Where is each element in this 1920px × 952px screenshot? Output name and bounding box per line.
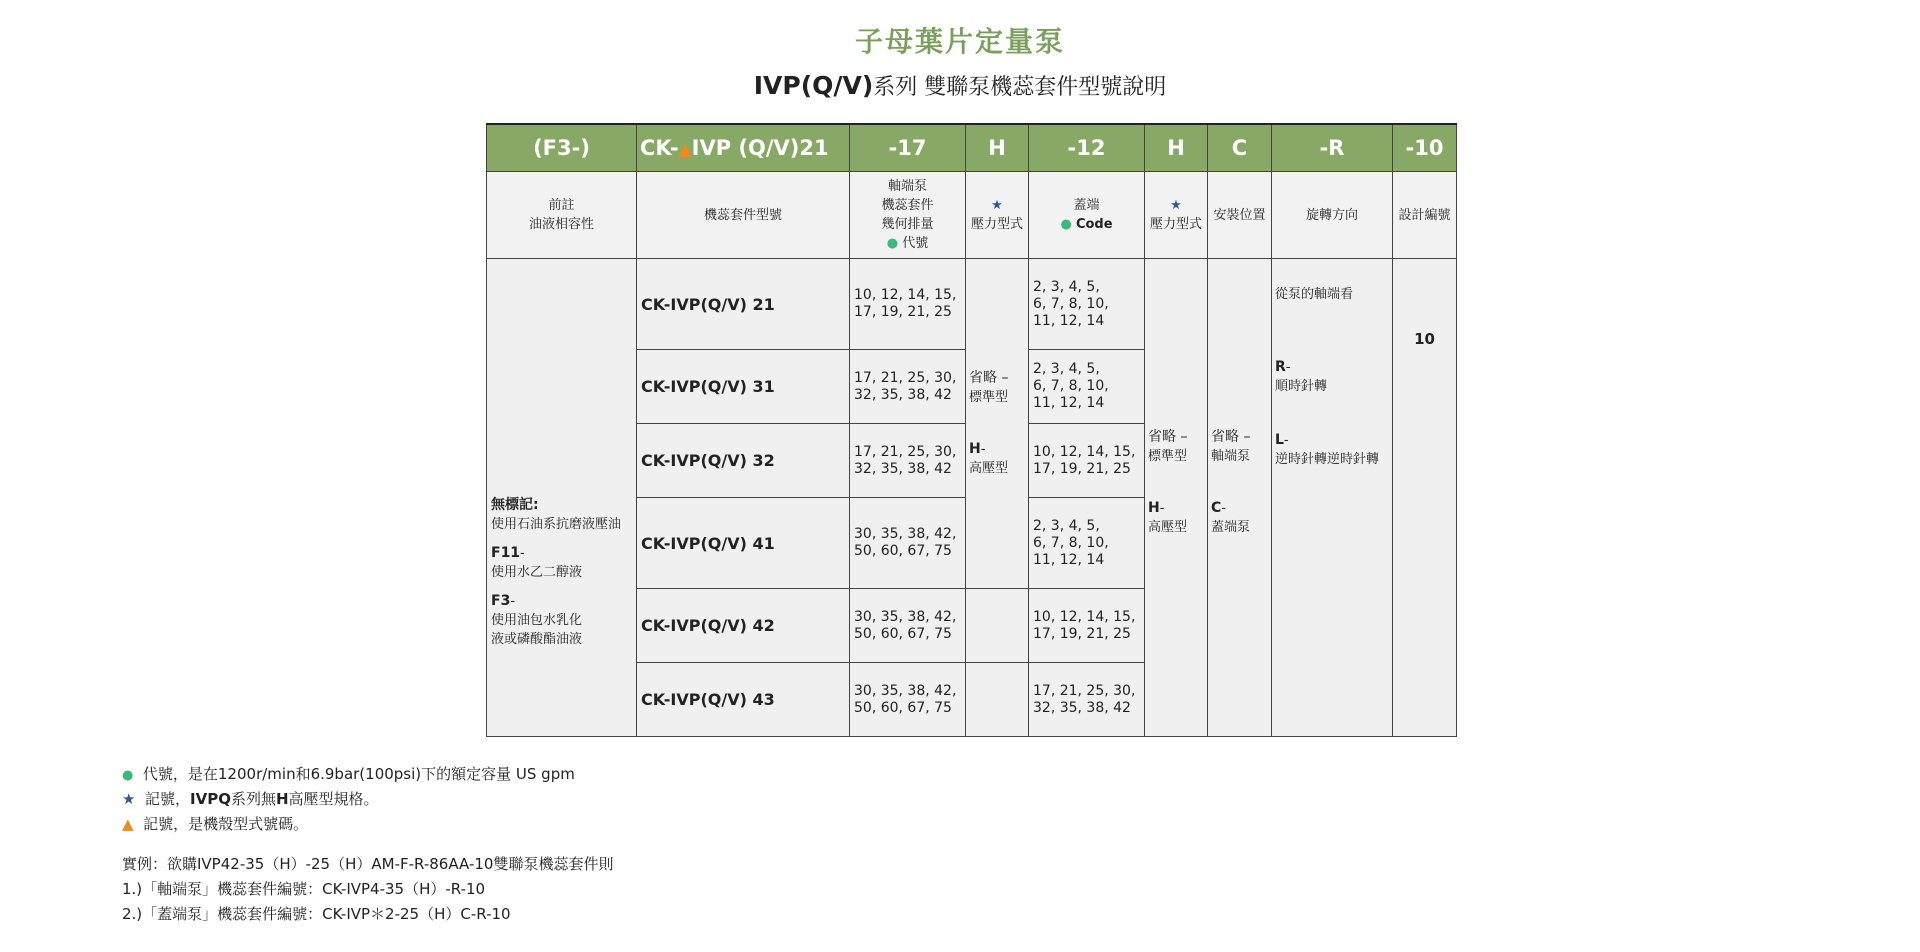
cover-line2: 32, 35, 38, 42 bbox=[1033, 699, 1131, 716]
rotation-l: L bbox=[1275, 432, 1284, 448]
desc-pressure-1 bbox=[966, 172, 1029, 259]
header-model-pre: CK- bbox=[640, 136, 679, 160]
shaft-displacement-cell bbox=[850, 663, 966, 737]
desc-shaft-line1: 軸端泵 bbox=[887, 179, 927, 194]
triangle-icon: ▲ bbox=[122, 815, 134, 833]
pressure-type-cell-2 bbox=[1145, 259, 1208, 737]
note-star-post: 高壓型規格。 bbox=[288, 790, 379, 808]
cover-line2: 6, 7, 8, 10, bbox=[1033, 378, 1109, 394]
rotation-direction-cell bbox=[1272, 259, 1393, 737]
header-shaft-displacement: -17 bbox=[850, 124, 966, 172]
cover-line2: 6, 7, 8, 10, bbox=[1033, 534, 1109, 551]
shaft-line2: 32, 35, 38, 42 bbox=[854, 460, 952, 477]
pressure-high: 高壓型 bbox=[1148, 520, 1188, 535]
desc-pressure-label: 壓力型式 bbox=[970, 217, 1023, 232]
subtitle-rest: 系列 雙聯泵機蕊套件型號說明 bbox=[873, 75, 1167, 100]
design-number: 10 bbox=[1414, 330, 1435, 348]
model-cell: CK-IVP(Q/V) 32 bbox=[637, 424, 850, 498]
desc-cover-code-label: Code bbox=[1075, 217, 1113, 232]
prefix-compatibility-cell bbox=[487, 259, 637, 737]
model-cell: CK-IVP(Q/V) 41 bbox=[637, 498, 850, 589]
note-star-h: H bbox=[275, 790, 289, 808]
note-star bbox=[122, 787, 613, 812]
prefix-f11-title: F11 bbox=[491, 545, 521, 561]
desc-prefix-line1: 前註 bbox=[548, 198, 575, 213]
star-icon: ★ bbox=[1170, 198, 1182, 213]
shaft-displacement-cell bbox=[850, 498, 966, 589]
header-prefix: (F3-) bbox=[487, 124, 637, 172]
note-triangle bbox=[122, 812, 613, 837]
cover-code-cell bbox=[1029, 424, 1145, 498]
cover-code-cell bbox=[1029, 259, 1145, 350]
note-triangle-text: 記號，是機殼型式號碼。 bbox=[143, 815, 309, 833]
code-header-row bbox=[487, 124, 1457, 172]
prefix-none-desc: 使用石油系抗磨液壓油 bbox=[491, 517, 622, 532]
pressure-h: H bbox=[1148, 500, 1160, 516]
star-icon: ★ bbox=[991, 198, 1003, 213]
header-pressure-1: H bbox=[966, 124, 1029, 172]
note-star-pre: 記號， bbox=[145, 790, 191, 808]
rotation-r: R bbox=[1275, 359, 1286, 375]
cover-line3: 11, 12, 14 bbox=[1033, 395, 1105, 411]
header-pressure-2: H bbox=[1145, 124, 1208, 172]
desc-shaft-line4 bbox=[854, 234, 961, 253]
note-star-ivpq: IVPQ bbox=[190, 790, 231, 808]
subtitle-series: IVP(Q/V) bbox=[753, 71, 874, 100]
prefix-f11-desc: 使用水乙二醇液 bbox=[491, 565, 583, 580]
shaft-line1: 10, 12, 14, 15, bbox=[854, 287, 957, 303]
star-icon: ★ bbox=[122, 790, 136, 808]
example-line1: 實例：欲購IVP42-35（H）-25（H）AM-F-R-86AA-10雙聯泵機蕊套件則 bbox=[122, 855, 614, 873]
example-block bbox=[122, 852, 613, 927]
example-line3: 2.)「蓋端泵」機蕊套件編號：CK-IVP＊2-25（H）C-R-10 bbox=[122, 905, 511, 923]
mount-c: C bbox=[1211, 500, 1222, 516]
model-cell: CK-IVP(Q/V) 43 bbox=[637, 663, 850, 737]
desc-prefix bbox=[487, 172, 637, 259]
model-cell: CK-IVP(Q/V) 21 bbox=[637, 259, 850, 350]
shaft-line1: 17, 21, 25, 30, bbox=[854, 443, 957, 460]
example-line2: 1.)「軸端泵」機蕊套件編號：CK-IVP4-35（H）-R-10 bbox=[122, 880, 486, 898]
desc-mount: 安裝位置 bbox=[1208, 172, 1272, 259]
desc-pressure-label: 壓力型式 bbox=[1149, 217, 1202, 232]
pressure-omit: 省略 – bbox=[1148, 429, 1188, 445]
pressure-empty-cell bbox=[966, 589, 1029, 663]
table-row bbox=[487, 259, 1457, 350]
cover-code-cell bbox=[1029, 350, 1145, 424]
cover-line3: 11, 12, 14 bbox=[1033, 551, 1105, 568]
dot-icon: ● bbox=[122, 768, 134, 783]
header-design: -10 bbox=[1393, 124, 1457, 172]
desc-cover-line1: 蓋端 bbox=[1073, 198, 1100, 213]
mount-position-cell bbox=[1208, 259, 1272, 737]
shaft-line1: 30, 35, 38, 42, bbox=[854, 608, 957, 625]
cover-line1: 10, 12, 14, 15, bbox=[1033, 608, 1136, 625]
model-cell: CK-IVP(Q/V) 31 bbox=[637, 350, 850, 424]
rotation-l-dash: - bbox=[1283, 433, 1289, 448]
note-dot bbox=[122, 762, 613, 787]
note-star-mid: 系列無 bbox=[230, 790, 276, 808]
cover-code-cell bbox=[1029, 498, 1145, 589]
pressure-type-cell bbox=[966, 259, 1029, 589]
desc-shaft bbox=[850, 172, 966, 259]
pressure-h: H bbox=[969, 441, 981, 457]
desc-cover bbox=[1029, 172, 1145, 259]
header-cover-code: -12 bbox=[1029, 124, 1145, 172]
shaft-displacement-cell bbox=[850, 589, 966, 663]
model-code-table bbox=[486, 123, 1457, 737]
cover-line1: 10, 12, 14, 15, bbox=[1033, 443, 1136, 460]
desc-prefix-line2: 油液相容性 bbox=[528, 217, 594, 232]
pressure-high: 高壓型 bbox=[969, 461, 1009, 476]
shaft-displacement-cell bbox=[850, 424, 966, 498]
cover-line1: 2, 3, 4, 5, bbox=[1033, 361, 1100, 377]
shaft-line2: 32, 35, 38, 42 bbox=[854, 386, 952, 403]
mount-shaft: 軸端泵 bbox=[1211, 449, 1251, 464]
desc-cover-line2 bbox=[1033, 215, 1140, 234]
header-rotation: -R bbox=[1272, 124, 1393, 172]
pressure-standard: 標準型 bbox=[1148, 449, 1188, 464]
description-row bbox=[487, 172, 1457, 259]
mount-cover: 蓋端泵 bbox=[1211, 520, 1251, 535]
rotation-from: 從泵的軸端看 bbox=[1275, 287, 1354, 302]
mount-omit: 省略 – bbox=[1211, 429, 1251, 445]
desc-shaft-line3: 幾何排量 bbox=[881, 217, 934, 232]
footnotes bbox=[122, 762, 613, 927]
desc-design: 設計編號 bbox=[1393, 172, 1457, 259]
page-subtitle bbox=[0, 70, 1920, 101]
prefix-f3-desc1: 使用油包水乳化 bbox=[491, 613, 583, 628]
shaft-displacement-cell bbox=[850, 350, 966, 424]
desc-pressure-2 bbox=[1145, 172, 1208, 259]
cover-line1: 2, 3, 4, 5, bbox=[1033, 278, 1100, 295]
desc-rotation: 旋轉方向 bbox=[1272, 172, 1393, 259]
shaft-line2: 50, 60, 67, 75 bbox=[854, 543, 952, 559]
cover-line1: 2, 3, 4, 5, bbox=[1033, 517, 1100, 534]
dot-icon: ● bbox=[886, 236, 899, 251]
triangle-icon: ▲ bbox=[678, 140, 692, 160]
shaft-line1: 30, 35, 38, 42, bbox=[854, 682, 957, 699]
note-dot-text: 代號，是在1200r/min和6.9bar(100psi)下的額定容量 US gpm bbox=[142, 765, 575, 783]
prefix-none-title: 無標記: bbox=[491, 497, 539, 513]
rotation-cw: 順時針轉 bbox=[1275, 379, 1328, 394]
pressure-empty-cell bbox=[966, 663, 1029, 737]
desc-shaft-line2: 機蕊套件 bbox=[881, 198, 934, 213]
page-title: 子母葉片定量泵 bbox=[854, 25, 1065, 58]
desc-shaft-code-label: 代號 bbox=[902, 236, 929, 251]
shaft-line2: 50, 60, 67, 75 bbox=[854, 625, 952, 642]
pressure-standard: 標準型 bbox=[969, 390, 1009, 405]
cover-line2: 6, 7, 8, 10, bbox=[1033, 295, 1109, 312]
cover-line3: 11, 12, 14 bbox=[1033, 312, 1105, 329]
prefix-f3-desc2: 液或磷酸酯油液 bbox=[491, 632, 583, 647]
header-model-post: IVP (Q/V)21 bbox=[691, 136, 829, 160]
prefix-f3-title: F3 bbox=[491, 593, 511, 609]
shaft-line2: 17, 19, 21, 25 bbox=[854, 304, 952, 320]
rotation-ccw: 逆時針轉逆時針轉 bbox=[1275, 452, 1380, 467]
shaft-displacement-cell bbox=[850, 259, 966, 350]
cover-line2: 17, 19, 21, 25 bbox=[1033, 625, 1131, 642]
cover-code-cell bbox=[1029, 663, 1145, 737]
pressure-omit: 省略 – bbox=[969, 370, 1009, 386]
pressure-h-dash: - bbox=[1159, 501, 1165, 516]
header-model bbox=[637, 124, 850, 172]
pressure-h-dash: - bbox=[980, 442, 986, 457]
cover-code-cell bbox=[1029, 589, 1145, 663]
shaft-line1: 17, 21, 25, 30, bbox=[854, 369, 957, 386]
rotation-r-dash: - bbox=[1285, 360, 1291, 375]
prefix-f3-dash: - bbox=[510, 594, 516, 609]
mount-c-dash: - bbox=[1221, 501, 1226, 516]
cover-line1: 17, 21, 25, 30, bbox=[1033, 682, 1136, 699]
prefix-f11-dash: - bbox=[520, 546, 525, 561]
design-number-cell bbox=[1393, 259, 1457, 737]
desc-model: 機蕊套件型號 bbox=[637, 172, 850, 259]
shaft-line2: 50, 60, 67, 75 bbox=[854, 699, 952, 716]
cover-line2: 17, 19, 21, 25 bbox=[1033, 460, 1131, 477]
header-mount: C bbox=[1208, 124, 1272, 172]
dot-icon: ● bbox=[1060, 217, 1072, 232]
shaft-line1: 30, 35, 38, 42, bbox=[854, 526, 957, 542]
model-cell: CK-IVP(Q/V) 42 bbox=[637, 589, 850, 663]
